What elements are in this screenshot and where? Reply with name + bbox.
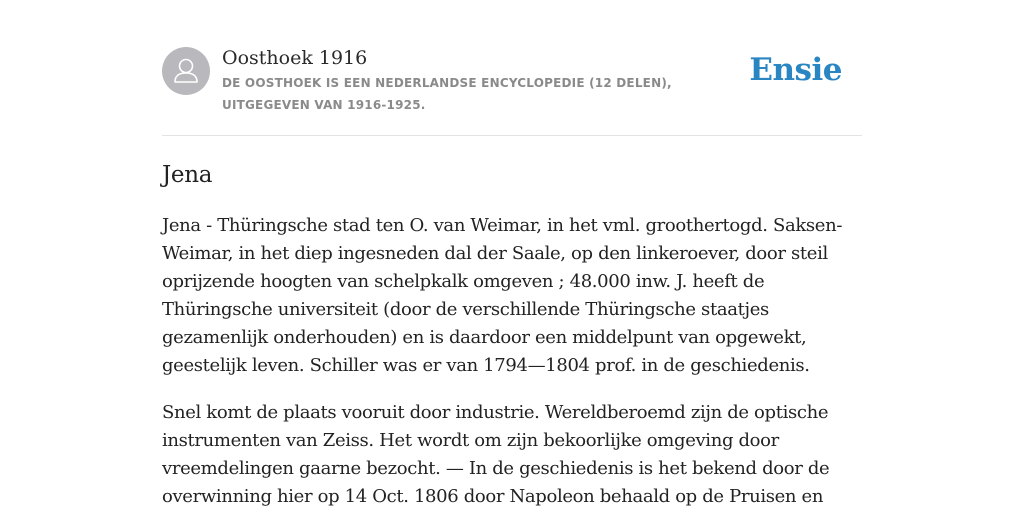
avatar[interactable] — [162, 47, 210, 95]
source-name[interactable]: Oosthoek 1916 — [222, 47, 368, 69]
article-paragraph: Jena - Thüringsche stad ten O. van Weimar, in het vml. groothertogd. Saksen-Weimar, in het diep ingesneden dal der Saale, op den linkeroever, door steil oprijzende hoogten van schelpkalk omgeven ; 48.000 inw. J. heeft de Thüringsche universiteit (door de verschillende Thüringsche staatjes gezamenlijk onderhouden) en is daardoor een middelpunt van opgewekt, geestelijk leven. Schiller was er van 1794—1804 prof. in de geschiedenis. — [162, 215, 843, 376]
article-title: Jena — [162, 162, 213, 188]
article — [162, 160, 862, 511]
source-description: DE OOSTHOEK IS EEN NEDERLANDSE ENCYCLOPEDIE (12 DELEN), UITGEGEVEN VAN 1916-1925. — [222, 76, 672, 112]
brand-logo[interactable]: Ensie — [749, 52, 842, 88]
user-icon — [162, 47, 210, 95]
source-header — [162, 44, 862, 136]
article-paragraph: Snel komt de plaats vooruit door industrie. Wereldberoemd zijn de optische instrumenten van Zeiss. Het wordt om zijn bekoorlijke omgeving door vreemdelingen gaarne bezocht. — In de geschiedenis is het bekend door de overwinning hier op 14 Oct. 1806 door Napoleon behaald op de Pruisen en — [162, 402, 830, 507]
header-divider — [162, 135, 862, 136]
